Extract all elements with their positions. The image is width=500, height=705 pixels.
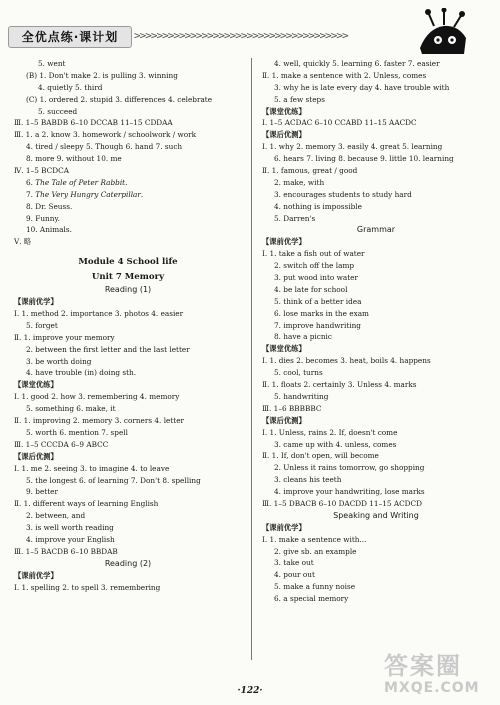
answer-line: 5. Darren's	[274, 213, 316, 223]
answer-line: Ⅲ. 1. a 2. know 3. homework / schoolwork / work	[14, 130, 197, 140]
answer-line: 3. cleans his teeth	[274, 475, 342, 485]
answer-line: 6. hears 7. living 8. because 9. little 10. learning	[274, 154, 454, 164]
answer-line: Ⅰ. 1–5 ACDAC 6–10 CCABD 11–15 AACDC	[262, 118, 417, 128]
answer-line: 6. The Tale of Peter Rabbit.	[26, 177, 128, 187]
answer-line: 2. between the first letter and the last letter	[26, 344, 190, 354]
answer-line: 4. quietly 5. third	[38, 82, 103, 92]
answer-line: 4. improve your English	[26, 534, 115, 544]
answer-line: 5. went	[38, 59, 66, 68]
answer-column-right	[262, 58, 490, 605]
answer-line: Ⅰ. 1. take a fish out of water	[262, 249, 365, 259]
section-label: 【课前优学】	[262, 522, 306, 532]
section-label: 【课前优学】	[14, 570, 58, 580]
answer-line: Ⅰ. 1. make a sentence with...	[262, 534, 367, 544]
answer-line: 4. well, quickly 5. learning 6. faster 7. easier	[274, 59, 440, 68]
answer-line: 2. between, and	[26, 511, 86, 521]
answer-line: 3. put wood into water	[274, 273, 358, 283]
lesson-heading: Speaking and Writing	[333, 510, 419, 520]
answer-line: 3. why he is late every day 4. have trouble with	[274, 82, 450, 92]
answer-line: Ⅱ. 1. improving 2. memory 3. corners 4. letter	[14, 416, 185, 426]
section-label: 【课堂优练】	[14, 380, 58, 390]
answer-line: 4. have trouble (in) doing sth.	[26, 368, 137, 378]
answer-line: Ⅳ. 1–5 BCDCA	[14, 166, 69, 176]
module-heading: Module 4 School life	[78, 257, 178, 268]
answer-line: 9. better	[26, 487, 58, 497]
answer-line: Ⅱ. 1. floats 2. certainly 3. Unless 4. marks	[262, 380, 417, 390]
section-label: 【课前优学】	[14, 297, 58, 307]
answer-line: 4. be late for school	[274, 284, 348, 294]
book-title: The Very Hungry Caterpillar	[35, 189, 141, 199]
answer-line: Ⅰ. 1. me 2. seeing 3. to imagine 4. to leave	[14, 463, 170, 473]
answer-line: (B) 1. Don't make 2. is pulling 3. winning	[26, 70, 178, 80]
answer-line: 3. is well worth reading	[26, 523, 114, 533]
answer-line: Ⅱ. 1. If, don't open, will become	[262, 451, 379, 461]
answer-line: 4. tired / sleepy 5. Though 6. hand 7. such	[26, 142, 183, 152]
answer-line: 3. encourages students to study hard	[274, 189, 412, 199]
answer-line: 5. succeed	[38, 106, 78, 116]
lesson-heading: Grammar	[356, 225, 396, 235]
answer-line: 5. handwriting	[274, 391, 329, 401]
answer-line: 7. improve handwriting	[274, 320, 361, 330]
answer-column-left	[14, 58, 242, 593]
page-header	[0, 22, 500, 52]
series-title: 全优点练·课计划	[8, 26, 132, 48]
answer-line: Ⅲ. 1–6 BBBBBC	[262, 403, 322, 413]
answer-line: 2. give sb. an example	[274, 546, 357, 556]
answer-line: 3. came up with 4. unless, comes	[274, 439, 397, 449]
answer-line: 6. a special memory	[274, 594, 349, 604]
site-watermark	[384, 652, 494, 702]
section-label: 【课后优测】	[14, 451, 58, 461]
answer-line: 5. think of a better idea	[274, 296, 362, 306]
answer-line: 5. forget	[26, 320, 58, 330]
lesson-heading: Reading (2)	[104, 558, 152, 568]
answer-line: Ⅰ. 1. spelling 2. to spell 3. remembering	[14, 582, 161, 592]
answer-line: Ⅱ. 1. improve your memory	[14, 332, 115, 342]
answer-line: Ⅰ. 1. dies 2. becomes 3. heat, boils 4. happens	[262, 356, 431, 366]
answer-line: 8. more 9. without 10. me	[26, 154, 122, 164]
section-label: 【课堂优练】	[262, 106, 306, 116]
section-label: 【课堂优练】	[262, 344, 306, 354]
answer-line: (C) 1. ordered 2. stupid 3. differences 4. celebrate	[26, 94, 213, 104]
answer-line: Ⅰ. 1. method 2. importance 3. photos 4. easier	[14, 309, 184, 319]
answer-line: Ⅲ. 1–5 BACDB 6–10 BBDAB	[14, 546, 118, 556]
watermark-logo-text: 答案圈	[384, 652, 462, 680]
mascot-icon	[414, 8, 470, 58]
answer-line: Ⅲ. 1–5 DBACB 6–10 DACDD 11–15 ACDCD	[262, 498, 422, 508]
answer-line: Ⅴ. 略	[14, 237, 32, 247]
answer-line: 5. a few steps	[274, 94, 325, 104]
answer-line: 5. worth 6. mention 7. spell	[26, 427, 128, 437]
answer-line: 8. Dr. Seuss.	[26, 201, 73, 211]
section-label: 【课后优测】	[262, 130, 306, 140]
header-chevron-decoration: >>>>>>>>>>>>>>>>>>>>>>>>>>>>>>>>>>>>>>	[134, 29, 348, 42]
page-number: ·122·	[237, 686, 263, 696]
book-title: The Tale of Peter Rabbit	[35, 177, 126, 187]
section-label: 【课后优测】	[262, 415, 306, 425]
answer-line: Ⅱ. 1. famous, great / good	[262, 166, 358, 176]
watermark-url: MXQE.COM	[384, 680, 480, 696]
answer-line: 7. The Very Hungry Caterpillar.	[26, 189, 144, 199]
answer-line: 2. Unless it rains tomorrow, go shopping	[274, 463, 425, 473]
answer-line: 9. Funny.	[26, 213, 60, 223]
answer-line: 8. have a picnic	[274, 332, 332, 342]
lesson-heading: Reading (1)	[104, 285, 152, 295]
answer-line: Ⅰ. 1. good 2. how 3. remembering 4. memory	[14, 392, 180, 402]
section-label: 【课前优学】	[262, 237, 306, 247]
answer-line: 5. cool, turns	[274, 368, 323, 378]
answer-line: Ⅱ. 1. make a sentence with 2. Unless, comes	[262, 70, 427, 80]
answer-line: 4. pour out	[274, 570, 315, 580]
answer-line: 2. switch off the lamp	[274, 261, 355, 271]
answer-line: Ⅰ. 1. why 2. memory 3. easily 4. great 5. learning	[262, 142, 443, 152]
answer-line: Ⅲ. 1–5 CCCDA 6–9 ABCC	[14, 439, 109, 449]
answer-line: 3. take out	[274, 558, 314, 568]
unit-heading: Unit 7 Memory	[91, 272, 165, 283]
answer-line: 4. nothing is impossible	[274, 201, 362, 211]
answer-line: 3. be worth doing	[26, 356, 92, 366]
answer-line: 4. improve your handwriting, lose marks	[274, 487, 425, 497]
answer-line: 5. make a funny noise	[274, 582, 356, 592]
column-divider	[251, 58, 252, 660]
answer-line: 5. the longest 6. of learning 7. Don't 8. spelling	[26, 475, 201, 485]
answer-line: Ⅲ. 1–5 BABDB 6–10 DCCAB 11–15 CDDAA	[14, 118, 173, 128]
answer-line: 6. lose marks in the exam	[274, 308, 369, 318]
answer-line: 10. Animals.	[26, 225, 72, 235]
answer-line: Ⅱ. 1. different ways of learning English	[14, 499, 159, 509]
answer-line: 5. something 6. make, it	[26, 404, 116, 414]
answer-line: 2. make, with	[274, 177, 325, 187]
answer-line: Ⅰ. 1. Unless, rains 2. If, doesn't come	[262, 427, 398, 437]
